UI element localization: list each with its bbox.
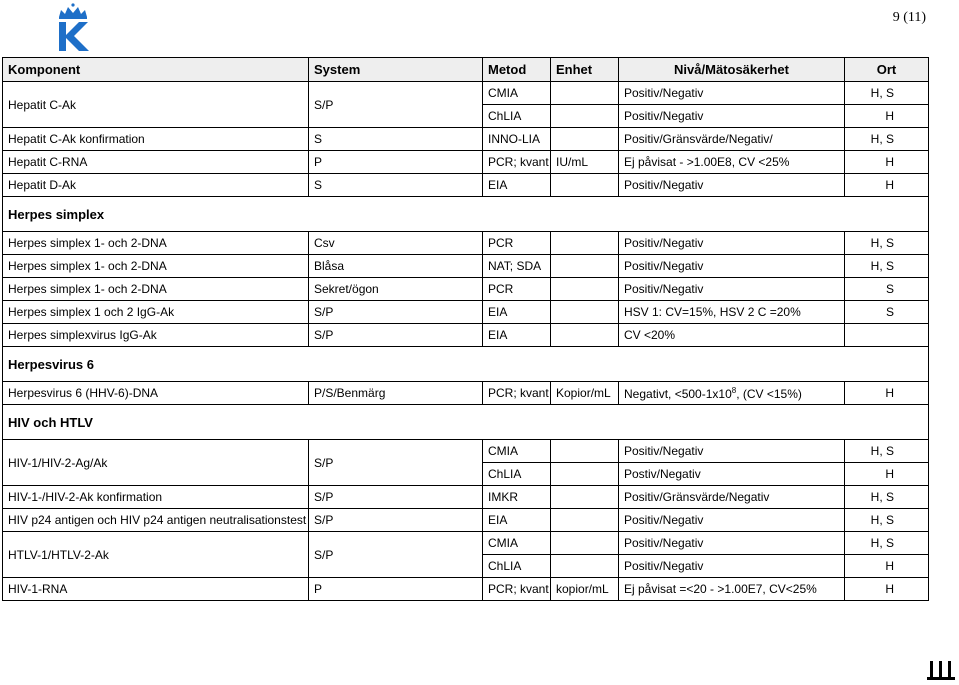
niva-text: Negativt, <500-1x10 (624, 386, 732, 401)
cell-niva: Positiv/Gränsvärde/Negativ/ (619, 128, 845, 151)
niva-tail: , (CV <15%) (736, 386, 802, 401)
cell-enhet (551, 232, 619, 255)
cell-enhet (551, 486, 619, 509)
cell-metod: CMIA (483, 532, 551, 555)
karolinska-logo (55, 2, 91, 52)
cell-komponent: Herpesvirus 6 (HHV-6)-DNA (3, 382, 309, 405)
cell-komponent: Hepatit C-Ak (3, 82, 309, 128)
cell-niva: Ej påvisat - >1.00E8, CV <25% (619, 151, 845, 174)
crown-icon (59, 3, 87, 19)
section-row (3, 197, 929, 232)
niva-exponent: 8 (731, 385, 737, 395)
cell-niva: Postiv/Negativ (619, 463, 845, 486)
column-header-enhet: Enhet (551, 58, 619, 82)
cell-metod: PCR; kvant (483, 382, 551, 405)
cell-ort: H, S (845, 486, 929, 509)
cell-niva: CV <20% (619, 324, 845, 347)
cell-ort: H, S (845, 232, 929, 255)
cell-ort (845, 324, 929, 347)
footer-logo (927, 659, 955, 683)
cell-enhet (551, 82, 619, 105)
cell-ort: H (845, 555, 929, 578)
cell-komponent: HIV-1/HIV-2-Ag/Ak (3, 440, 309, 486)
cell-komponent: HIV-1-RNA (3, 578, 309, 601)
table-row (3, 278, 929, 301)
cell-metod: ChLIA (483, 105, 551, 128)
cell-ort: H, S (845, 255, 929, 278)
cell-ort: H (845, 578, 929, 601)
cell-enhet (551, 255, 619, 278)
footer-logo-icon (927, 661, 955, 680)
cell-ort: S (845, 278, 929, 301)
cell-enhet (551, 324, 619, 347)
cell-enhet (551, 463, 619, 486)
cell-enhet (551, 440, 619, 463)
cell-niva: Positiv/Negativ (619, 278, 845, 301)
cell-niva: Positiv/Negativ (619, 532, 845, 555)
table-row (3, 128, 929, 151)
table-row (3, 82, 929, 105)
table-row (3, 301, 929, 324)
cell-metod: CMIA (483, 82, 551, 105)
cell-system: Csv (309, 232, 483, 255)
cell-komponent: Hepatit C-RNA (3, 151, 309, 174)
section-row (3, 347, 929, 382)
cell-enhet (551, 301, 619, 324)
cell-ort: H, S (845, 440, 929, 463)
cell-system: S/P (309, 532, 483, 578)
cell-metod: EIA (483, 324, 551, 347)
table-row (3, 151, 929, 174)
cell-metod: PCR (483, 232, 551, 255)
cell-metod: EIA (483, 509, 551, 532)
cell-niva: HSV 1: CV=15%, HSV 2 C =20% (619, 301, 845, 324)
page-number: 9 (11) (892, 10, 926, 25)
cell-niva: Positiv/Negativ (619, 255, 845, 278)
cell-system: S (309, 174, 483, 197)
cell-ort: H (845, 174, 929, 197)
k-letter-icon (59, 22, 89, 51)
cell-niva: Positiv/Negativ (619, 509, 845, 532)
column-header-system: System (309, 58, 483, 82)
cell-ort: H (845, 151, 929, 174)
cell-system: P (309, 578, 483, 601)
cell-komponent: HIV-1-/HIV-2-Ak konfirmation (3, 486, 309, 509)
cell-komponent: HIV p24 antigen och HIV p24 antigen neutralisationstest (3, 509, 309, 532)
table-row (3, 174, 929, 197)
cell-metod: IMKR (483, 486, 551, 509)
cell-ort: H, S (845, 128, 929, 151)
cell-niva: Ej påvisat =<20 - >1.00E7, CV<25% (619, 578, 845, 601)
column-header-niva: Nivå/Mätosäkerhet (619, 58, 845, 82)
cell-niva: Positiv/Negativ (619, 555, 845, 578)
cell-komponent: Herpes simplex 1- och 2-DNA (3, 232, 309, 255)
cell-metod: INNO-LIA (483, 128, 551, 151)
table-row (3, 486, 929, 509)
cell-niva: Positiv/Negativ (619, 105, 845, 128)
cell-system: S/P (309, 440, 483, 486)
cell-metod: PCR; kvant (483, 578, 551, 601)
cell-enhet (551, 174, 619, 197)
cell-metod: ChLIA (483, 555, 551, 578)
cell-metod: EIA (483, 301, 551, 324)
column-header-ort: Ort (845, 58, 929, 82)
cell-niva: Positiv/Negativ (619, 232, 845, 255)
cell-komponent: Herpes simplex 1- och 2-DNA (3, 278, 309, 301)
table-row (3, 382, 929, 405)
cell-ort: H (845, 105, 929, 128)
cell-komponent: HTLV-1/HTLV-2-Ak (3, 532, 309, 578)
cell-enhet (551, 278, 619, 301)
cell-niva: Positiv/Negativ (619, 174, 845, 197)
cell-enhet: kopior/mL (551, 578, 619, 601)
section-title: Herpesvirus 6 (3, 347, 929, 382)
cell-metod: NAT; SDA (483, 255, 551, 278)
table-row (3, 578, 929, 601)
cell-enhet: IU/mL (551, 151, 619, 174)
cell-niva (619, 382, 845, 405)
cell-ort: S (845, 301, 929, 324)
column-header-metod: Metod (483, 58, 551, 82)
cell-system: P/S/Benmärg (309, 382, 483, 405)
cell-metod: CMIA (483, 440, 551, 463)
table-row (3, 324, 929, 347)
section-title: Herpes simplex (3, 197, 929, 232)
cell-metod: PCR; kvant (483, 151, 551, 174)
cell-niva: Positiv/Negativ (619, 440, 845, 463)
cell-niva: Positiv/Gränsvärde/Negativ (619, 486, 845, 509)
cell-enhet (551, 532, 619, 555)
cell-system: S/P (309, 324, 483, 347)
section-row (3, 405, 929, 440)
cell-metod: PCR (483, 278, 551, 301)
cell-ort: H (845, 382, 929, 405)
cell-system: P (309, 151, 483, 174)
cell-ort: H, S (845, 82, 929, 105)
cell-komponent: Hepatit C-Ak konfirmation (3, 128, 309, 151)
cell-ort: H, S (845, 532, 929, 555)
cell-system: S/P (309, 301, 483, 324)
cell-komponent: Herpes simplex 1 och 2 IgG-Ak (3, 301, 309, 324)
table-row (3, 232, 929, 255)
cell-metod: EIA (483, 174, 551, 197)
cell-enhet (551, 128, 619, 151)
cell-system: Blåsa (309, 255, 483, 278)
analysis-table (2, 57, 929, 601)
table-row (3, 532, 929, 555)
cell-komponent: Hepatit D-Ak (3, 174, 309, 197)
section-title: HIV och HTLV (3, 405, 929, 440)
cell-system: Sekret/ögon (309, 278, 483, 301)
cell-system: S/P (309, 486, 483, 509)
cell-system: S/P (309, 82, 483, 128)
table-body (3, 82, 929, 601)
cell-ort: H, S (845, 509, 929, 532)
cell-enhet: Kopior/mL (551, 382, 619, 405)
cell-ort: H (845, 463, 929, 486)
cell-komponent: Herpes simplex 1- och 2-DNA (3, 255, 309, 278)
cell-metod: ChLIA (483, 463, 551, 486)
table-header-row (3, 58, 929, 82)
cell-enhet (551, 555, 619, 578)
cell-system: S/P (309, 509, 483, 532)
cell-enhet (551, 509, 619, 532)
cell-niva: Positiv/Negativ (619, 82, 845, 105)
table-row (3, 255, 929, 278)
cell-komponent: Herpes simplexvirus IgG-Ak (3, 324, 309, 347)
column-header-komponent: Komponent (3, 58, 309, 82)
cell-enhet (551, 105, 619, 128)
table-row (3, 509, 929, 532)
cell-system: S (309, 128, 483, 151)
table-row (3, 440, 929, 463)
